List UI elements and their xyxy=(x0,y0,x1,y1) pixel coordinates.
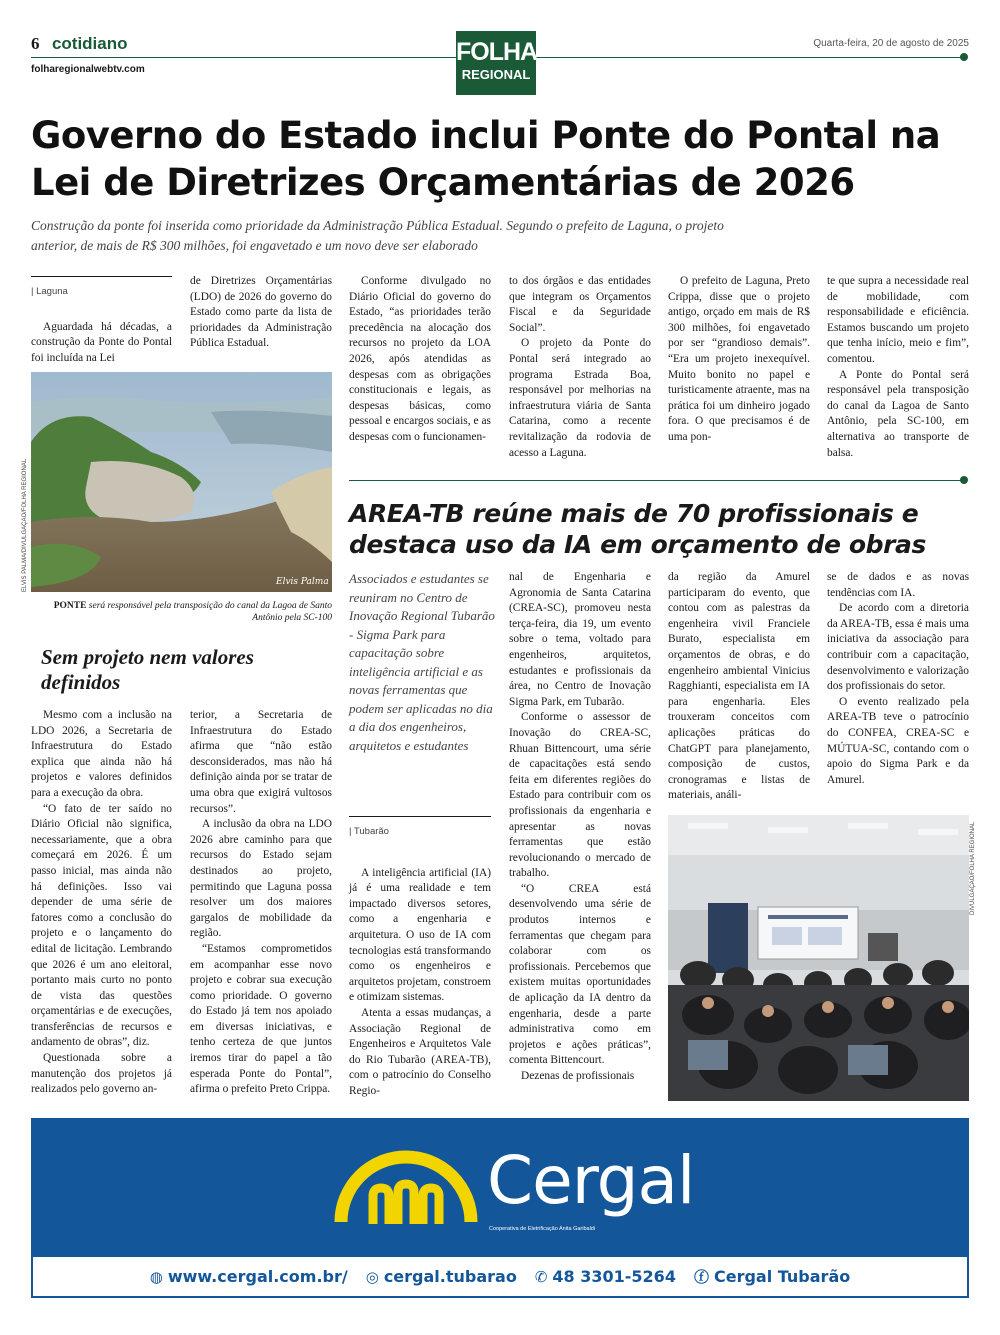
paragraph: “O CREA está desenvolvendo uma série de produtos internos e ferramentas que chegam para colaborar com os profissionais. Percebemos que existem muitas oportunidades de aplicação da IA dentro da engenharia, desde a parte administrativa como em projetos e ações práticas”, comenta Bittencourt. xyxy=(509,882,651,1067)
ad-website[interactable] xyxy=(150,1267,348,1286)
article1-column-3 xyxy=(349,274,491,446)
article1-subheading: Sem projeto nem valores definidos xyxy=(41,645,254,694)
article2-dateline: | Tubarão xyxy=(349,816,491,840)
event-photo xyxy=(668,815,969,1101)
whatsapp-icon: ✆ xyxy=(534,1268,548,1286)
ad-contacts xyxy=(33,1257,967,1296)
paragraph: Mesmo com a inclusão na LDO 2026, a Secretaria de Infraestrutura do Estado explica que ainda não há projetos e valores definidos para a execução da obra. xyxy=(31,709,172,799)
paragraph: Conforme o assessor de Inovação do CREA-SC, Rhuan Bittencourt, uma série de capacitações está sendo feita em diferentes regiões do Estado para contribuir com os profissionais da engenharia e apresentar as novas ferramentas que estão revolucionando o mercado de trabalho. xyxy=(509,711,651,880)
paragraph: se de dados e as novas tendências com IA. xyxy=(827,571,969,599)
ad-brand-subtitle: Cooperativa de Eletrificação Anita Garibaldi xyxy=(489,1226,596,1232)
paragraph: De acordo com a diretoria da AREA-TB, essa é mais uma iniciativa da associação para contribuir com a capacitação, desenvolvimento e valorização dos profissionais do setor. xyxy=(827,602,969,693)
page-header xyxy=(31,34,128,54)
article1-dateline: | Laguna xyxy=(31,276,172,300)
paragraph: da região da Amurel participaram do evento, que contou com as palestras da engenheira vivil Franciele Burato, especialista em orçamentos de obras, e do engenheiro ambiental Vinicius Ragghianti, especialista em IA para engenharia. Eles trouxeram conceitos com aplicações práticas do ChatGPT para planejamento, composição de custos, cronogramas e listas de materiais, análi- xyxy=(668,571,810,802)
ad-facebook[interactable] xyxy=(694,1266,850,1287)
paragraph: nal de Engenharia e Agronomia de Santa Catarina (CREA-SC), promoveu nesta terça-feira, dia 19, um evento sobre o tema, voltado para engenheiros, arquitetos, estudantes e profissionais da área, no Centro de Inovação Sigma Park, em Tubarão. xyxy=(509,571,651,708)
caption-lead: PONTE xyxy=(53,601,87,611)
article1-headline: Governo do Estado inclui Ponte do Pontal na Lei de Diretrizes Orçamentárias de 2026 xyxy=(31,114,941,204)
ad-phone-text: 48 3301-5264 xyxy=(552,1267,676,1286)
article1-column-4 xyxy=(509,274,651,461)
globe-icon: ◍ xyxy=(149,1268,163,1286)
paragraph: “O fato de ter saído no Diário Oficial não significa, necessariamente, que a obra começará em 2026. É um passo inicial, mas ainda não há definições. Isso vai depender de uma série de fatores como a conclusão do projeto e o lançamento do edital de licitação. Lembrando que 2026 é um ano eleitoral, portanto mais curto no ponto de vista das questões orçamentárias e de execuções, transferências de recursos e andamento de obras”, diz. xyxy=(31,802,172,1049)
article2-column-1 xyxy=(349,816,491,1100)
header-rule-dot xyxy=(960,53,968,61)
ad-instagram[interactable] xyxy=(366,1267,517,1286)
section-name: cotidiano xyxy=(51,34,128,53)
paragraph: A inclusão da obra na LDO 2026 abre caminho para que recursos do Estado sejam destinados ao projeto, permitindo que Laguna possa resolver um dos maiores gargalos de mobilidade da região. xyxy=(190,818,332,940)
article1-sub-column-2 xyxy=(190,708,332,1098)
article1-column-5 xyxy=(668,274,810,446)
article2-headline: AREA-TB reúne mais de 70 profissionais e destaca uso da IA em orçamento de obras xyxy=(349,499,926,559)
article1-sub-column-1 xyxy=(31,708,172,1098)
article1-column-1 xyxy=(31,276,172,366)
ad-brand-name: Cergal xyxy=(487,1142,695,1219)
article2-rule xyxy=(349,480,963,481)
paragraph: O prefeito de Laguna, Preto Crippa, disse que o projeto antigo, orçado em mais de R$ 300 milhões, foi engavetado por ser “grandioso demais”. “Era um projeto inexequível. Muito bonito no papel e turisticamente atraente, mas na prática foi um dinheiro jogado fora. O que precisamos é de uma pon- xyxy=(668,275,810,443)
paragraph: Atenta a essas mudanças, a Associação Regional de Engenheiros e Arquitetos Vale do Rio Tubarão (AREA-TB), com o patrocínio do Conselho Regio- xyxy=(349,1006,491,1097)
article2-deck: Associados e estudantes se reuniram no Centro de Inovação Regional Tubarão - Sigma Park para capacitação sobre inteligência artificial e as novas ferramentas que podem ser aplicadas no dia a dia dos engenheiros, arquitetos e estudantes xyxy=(349,571,495,753)
ad-instagram-text: cergal.tubarao xyxy=(383,1267,517,1286)
facebook-icon: ⓕ xyxy=(693,1268,709,1286)
paragraph: “Estamos comprometidos em acompanhar esse novo projeto e cobrar sua execução como prioridade. O governo do Estado já tem nos apoiado em diversas iniciativas, e tenho certeza de que juntos iremos tirar do papel a tão esperada Ponte do Pontal”, afirma o prefeito Preto Crippa. xyxy=(190,942,332,1096)
ad-website-text: www.cergal.com.br/ xyxy=(167,1267,348,1286)
article2-rule-dot xyxy=(960,476,968,484)
paragraph: de Diretrizes Orçamentárias (LDO) de 2026 do governo do Estado como parte da lista de prioridades da Administração Pública Estadual. xyxy=(190,275,332,350)
cergal-logo-icon xyxy=(331,1150,481,1230)
paragraph: Dezenas de profissionais xyxy=(521,1070,635,1082)
paragraph: O projeto da Ponte do Pontal será integrado ao programa Estrada Boa, responsável por melhorias na infraestrutura viária de Santa Catarina, como a recente revitalização da rodovia de acesso a Laguna. xyxy=(509,337,651,459)
caption-text: será responsável pela transposição do canal da Lagoa de Santo Antônio pela SC-100 xyxy=(88,601,332,623)
photo-signature: Elvis Palma xyxy=(276,577,329,587)
paragraph: to dos órgãos e das entidades que integram os Orçamentos Fiscal e da Seguridade Social”. xyxy=(509,275,651,334)
website-link[interactable]: folharegionalwebtv.com xyxy=(31,64,145,75)
article2-column-2 xyxy=(509,570,651,1085)
paragraph: Aguardada há décadas, a construção da Ponte do Pontal foi incluída na Lei xyxy=(31,320,172,364)
logo-line1: FOLHA xyxy=(456,38,538,66)
paragraph: Conforme divulgado no Diário Oficial do governo do Estado, “as prioridades terão precedência na alocação dos recursos no projeto da LOA 2026, após atendidas as despesas com as obrigações constitucionais e legais, as despesas básicas, como pessoal e encargos sociais, e as despesas com o funcionamen- xyxy=(349,275,491,443)
article1-column-6 xyxy=(827,274,969,461)
paragraph: te que supra a necessidade real de mobilidade, com responsabilidade e eficiência. Estamos buscando um projeto que tenha início, meio e fim”, comentou. xyxy=(827,275,969,365)
article1-deck: Construção da ponte foi inserida como prioridade da Administração Pública Estadual. Segundo o prefeito de Laguna, o projeto anterior, de mais de R$ 300 milhões, foi engavetado e um novo deve ser elaborado xyxy=(31,218,724,253)
paragraph: Questionada sobre a manutenção dos projetos já realizados pelo governo an- xyxy=(31,1052,172,1096)
logo-line2: REGIONAL xyxy=(461,67,531,82)
article2-column-3 xyxy=(668,570,810,804)
ad-facebook-text: Cergal Tubarão xyxy=(713,1267,851,1286)
event-photo-credit: DIVULGAÇÃO/FOLHA REGIONAL xyxy=(970,821,976,915)
paragraph: terior, a Secretaria de Infraestrutura do Estado afirma que “não estão desconsiderados, mas não há definição ainda por se tratar de uma obra que exigirá vultosos recursos”. xyxy=(190,709,332,815)
article2-column-4 xyxy=(827,570,969,788)
cergal-advertisement[interactable] xyxy=(31,1118,969,1298)
paragraph: A Ponte do Pontal será responsável pela transposição do canal da Lagoa de Santo Antônio, pela SC-100, em alternativa ao transporte de balsa. xyxy=(827,368,969,459)
ad-phone[interactable] xyxy=(535,1267,676,1286)
paragraph: A inteligência artificial (IA) já é uma realidade e tem impactado diversos setores, como a engenharia e arquitetura. O uso de IA com tecnologias está transformando como os engenheiros e arquitetos projetam, constroem e otimizam sistemas. xyxy=(349,866,491,1004)
photo-credit: ELVIS PALMA/DIVULGAÇÃO/FOLHA REGIONAL xyxy=(22,458,28,592)
aerial-photo xyxy=(31,372,332,592)
ad-banner xyxy=(33,1120,967,1257)
paragraph: O evento realizado pela AREA-TB teve o patrocínio do CONFEA, CREA-SC e MÚTUA-SC, contando com o apoio do Sigma Park e da Amurel. xyxy=(827,695,969,786)
issue-date: Quarta-feira, 20 de agosto de 2025 xyxy=(813,38,969,49)
article1-column-2 xyxy=(190,274,332,352)
photo-caption xyxy=(31,600,332,624)
page-number: 6 xyxy=(31,34,40,53)
newspaper-logo xyxy=(456,31,536,95)
instagram-icon: ◎ xyxy=(365,1268,379,1286)
